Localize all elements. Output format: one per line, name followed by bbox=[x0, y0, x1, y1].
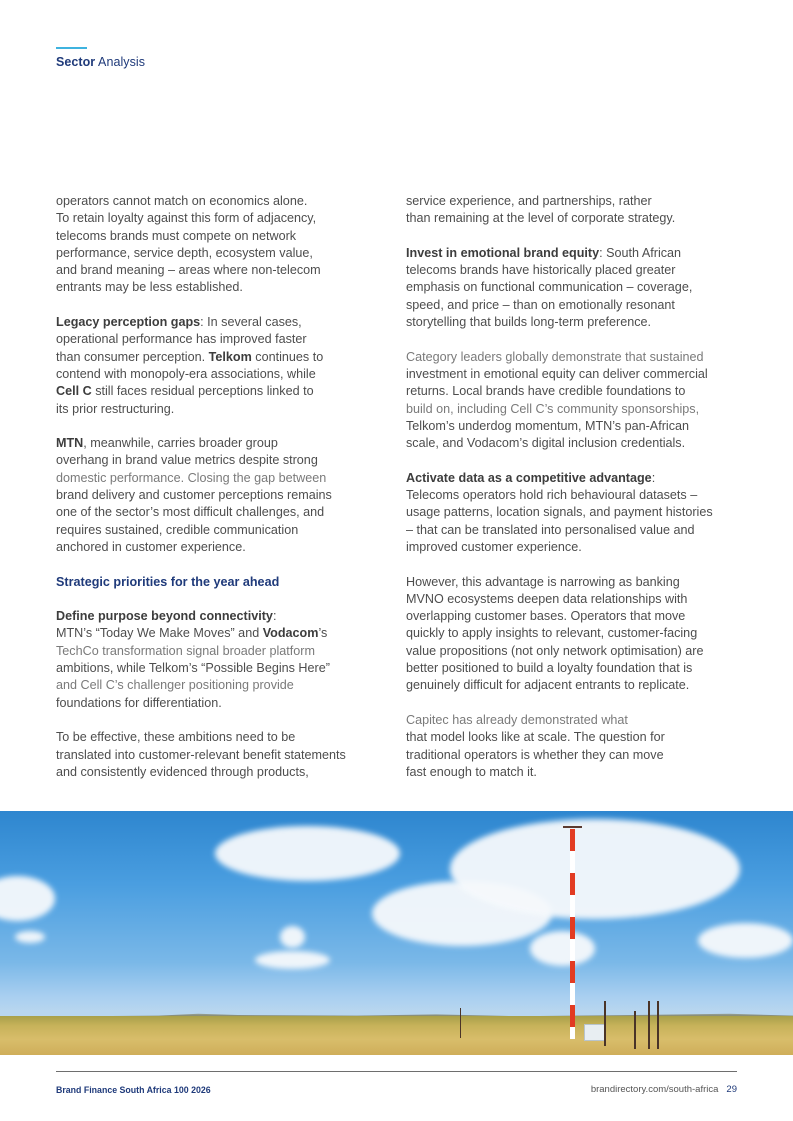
text-line: overhang in brand value metrics despite strong bbox=[56, 453, 318, 468]
text-line: fast enough to match it. bbox=[406, 764, 537, 779]
paragraph-continuation bbox=[406, 193, 736, 228]
text-span: ’s bbox=[318, 626, 328, 641]
text-line: To retain loyalty against this form of adjacency, bbox=[56, 211, 317, 226]
cloud bbox=[698, 923, 793, 958]
text-line: telecoms brands must compete on network bbox=[56, 228, 297, 243]
footer-rule bbox=[56, 1071, 737, 1072]
text-line bbox=[406, 245, 736, 262]
paragraph-to-be-effective bbox=[56, 729, 376, 781]
section-label-bold: Sector bbox=[56, 55, 96, 69]
cloud bbox=[255, 951, 330, 969]
text-line: genuinely difficult for adjacent entrants to replicate. bbox=[406, 678, 690, 693]
text-line: improved customer experience. bbox=[406, 539, 582, 554]
paragraph-mtn bbox=[56, 435, 376, 556]
utility-pole bbox=[634, 1011, 636, 1049]
paragraph-legacy-perception bbox=[56, 314, 376, 418]
utility-pole bbox=[460, 1008, 461, 1038]
text-span: : South African bbox=[599, 245, 682, 260]
utility-pole bbox=[604, 1001, 606, 1046]
text-span: : In several cases, bbox=[200, 315, 302, 330]
text-line: entrants may be less established. bbox=[56, 280, 243, 295]
text-line: than remaining at the level of corporate strategy. bbox=[406, 211, 676, 226]
equipment-shed bbox=[584, 1024, 606, 1041]
text-span: : bbox=[272, 609, 277, 624]
text-line: emphasis on functional communication – coverage, bbox=[406, 280, 693, 295]
paragraph-define-purpose bbox=[56, 608, 376, 712]
text-line: Telkom’s underdog momentum, MTN’s pan-African bbox=[406, 418, 690, 433]
text-line: anchored in customer experience. bbox=[56, 539, 246, 554]
section-label bbox=[56, 55, 145, 69]
text-line: and consistently evidenced through products, bbox=[56, 764, 309, 779]
right-column bbox=[406, 193, 736, 798]
text-span: than consumer perception. bbox=[56, 349, 209, 364]
text-line: contend with monopoly-era associations, while bbox=[56, 366, 316, 381]
lead-term: Legacy perception gaps bbox=[56, 315, 201, 330]
text-line bbox=[406, 470, 736, 487]
cloud bbox=[15, 931, 45, 943]
website-link[interactable]: brandirectory.com/south-africa bbox=[590, 1084, 719, 1095]
text-line bbox=[56, 349, 376, 366]
text-line: overlapping customer bases. Operators that move bbox=[406, 609, 686, 624]
text-line: To be effective, these ambitions need to be bbox=[56, 730, 296, 745]
text-line bbox=[56, 625, 376, 642]
text-line: one of the sector’s most difficult challenges, and bbox=[56, 505, 325, 520]
utility-pole bbox=[657, 1001, 659, 1049]
text-span: MTN’s “Today We Make Moves” and bbox=[56, 626, 263, 641]
section-label-rest: Analysis bbox=[95, 55, 145, 69]
text-line: scale, and Vodacom’s digital inclusion credentials. bbox=[406, 436, 686, 451]
lead-term: Invest in emotional brand equity bbox=[406, 245, 600, 260]
grassland bbox=[0, 1016, 793, 1055]
cloud bbox=[280, 926, 305, 948]
text-line: that model looks like at scale. The question for bbox=[406, 730, 665, 745]
text-line: telecoms brands have historically placed greater bbox=[406, 263, 676, 278]
lead-term: Define purpose beyond connectivity bbox=[56, 609, 273, 624]
paragraph-category-leaders bbox=[406, 349, 736, 453]
text-line bbox=[56, 314, 376, 331]
text-line: and Cell C’s challenger positioning provide bbox=[56, 678, 294, 693]
text-line: traditional operators is whether they can move bbox=[406, 747, 664, 762]
brand-name-mtn: MTN bbox=[56, 436, 84, 451]
text-line: brand delivery and customer perceptions remains bbox=[56, 488, 332, 503]
utility-pole bbox=[648, 1001, 650, 1049]
text-line: domestic performance. Closing the gap between bbox=[56, 470, 327, 485]
subheading-strategic-priorities: Strategic priorities for the year ahead bbox=[56, 574, 280, 589]
text-line: performance, service depth, ecosystem value, bbox=[56, 245, 313, 260]
paragraph-activate-data bbox=[406, 470, 736, 556]
text-line: quickly to apply insights to relevant, customer-facing bbox=[406, 626, 698, 641]
paragraph-however bbox=[406, 574, 736, 695]
text-line: investment in emotional equity can deliver commercial bbox=[406, 366, 708, 381]
text-line: returns. Local brands have credible foundations to bbox=[406, 384, 686, 399]
cloud bbox=[0, 876, 55, 921]
cloud bbox=[450, 819, 740, 919]
lead-term: Activate data as a competitive advantage bbox=[406, 470, 652, 485]
text-span: still faces residual perceptions linked to bbox=[91, 384, 314, 399]
text-line: requires sustained, credible communication bbox=[56, 522, 299, 537]
text-line: Category leaders globally demonstrate that sustained bbox=[406, 349, 704, 364]
publication-title: Brand Finance South Africa 100 2026 bbox=[56, 1085, 211, 1095]
text-span: continues to bbox=[251, 349, 324, 364]
paragraph-emotional-equity bbox=[406, 245, 736, 331]
brand-name-cellc: Cell C bbox=[56, 384, 92, 399]
text-line bbox=[56, 383, 376, 400]
text-line: and brand meaning – areas where non-telecom bbox=[56, 263, 321, 278]
text-line: operational performance has improved faster bbox=[56, 332, 307, 347]
text-line: its prior restructuring. bbox=[56, 401, 175, 416]
text-line: TechCo transformation signal broader platform bbox=[56, 643, 315, 658]
text-line: Telecoms operators hold rich behavioural datasets – bbox=[406, 488, 698, 503]
text-line: service experience, and partnerships, rather bbox=[406, 194, 652, 208]
text-line: However, this advantage is narrowing as banking bbox=[406, 574, 680, 589]
telecom-tower-photo bbox=[0, 811, 793, 1055]
text-line: speed, and price – than on emotionally resonant bbox=[406, 297, 675, 312]
text-span: : bbox=[651, 470, 656, 485]
text-line: build on, including Cell C’s community sponsorships, bbox=[406, 401, 700, 416]
text-line: storytelling that builds long-term preference. bbox=[406, 315, 652, 330]
text-line bbox=[56, 435, 376, 452]
text-line: operators cannot match on economics alone. bbox=[56, 194, 308, 208]
text-line: value propositions (not only network optimisation) are bbox=[406, 643, 704, 658]
text-span: , meanwhile, carries broader group bbox=[83, 436, 278, 451]
page-number: 29 bbox=[726, 1084, 737, 1095]
text-line: usage patterns, location signals, and payment histories bbox=[406, 505, 713, 520]
text-line: better positioned to build a loyalty foundation that is bbox=[406, 661, 693, 676]
text-line: ambitions, while Telkom’s “Possible Begins Here” bbox=[56, 661, 330, 676]
cloud bbox=[215, 826, 400, 881]
paragraph-capitec bbox=[406, 712, 736, 781]
text-line: foundations for differentiation. bbox=[56, 695, 222, 710]
text-line: Capitec has already demonstrated what bbox=[406, 712, 628, 727]
paragraph-adjacency bbox=[56, 193, 376, 297]
cloud bbox=[530, 931, 595, 966]
text-line: translated into customer-relevant benefit statements bbox=[56, 747, 346, 762]
left-column bbox=[56, 193, 376, 798]
header-accent-rule bbox=[56, 47, 87, 49]
text-line: – that can be translated into personalised value and bbox=[406, 522, 695, 537]
text-line: MVNO ecosystems deepen data relationships with bbox=[406, 591, 688, 606]
footer-right bbox=[591, 1084, 737, 1095]
brand-name-vodacom: Vodacom bbox=[262, 626, 319, 641]
telecom-tower bbox=[570, 829, 575, 1039]
text-line bbox=[56, 608, 376, 625]
brand-name-telkom: Telkom bbox=[208, 349, 252, 364]
